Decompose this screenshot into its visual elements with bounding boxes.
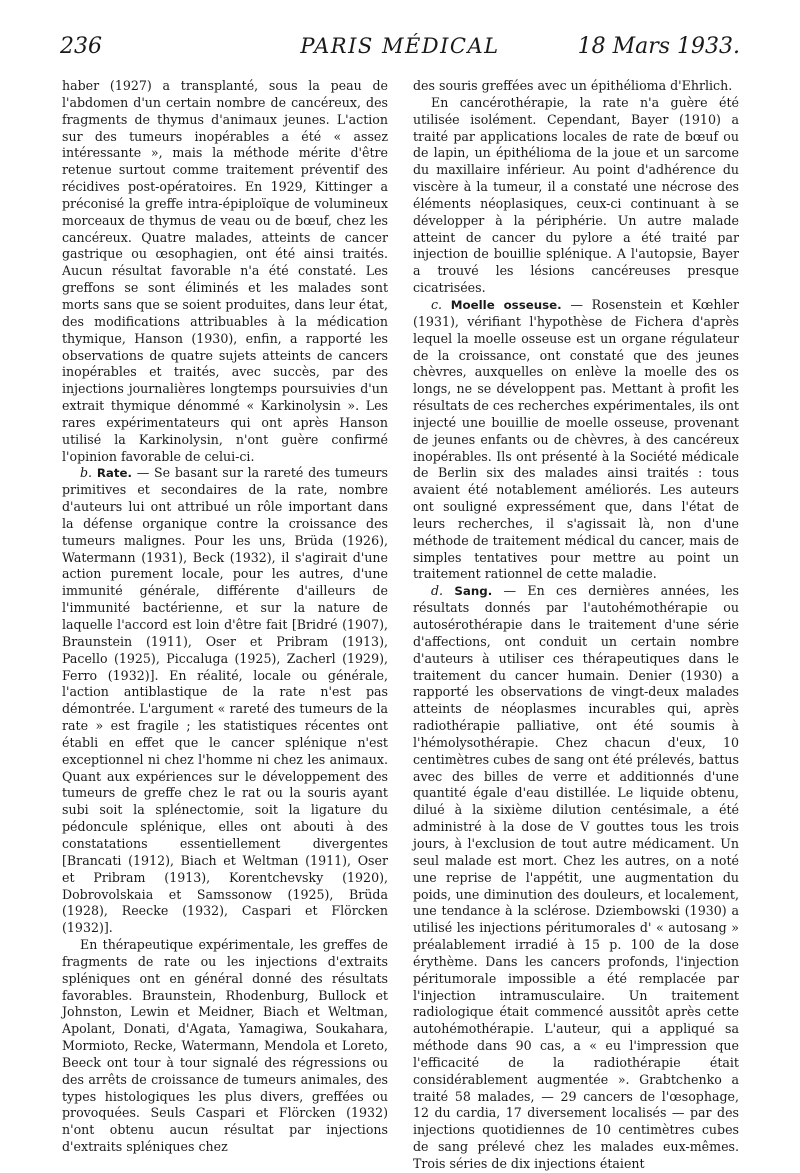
paragraph-rate bbox=[62, 465, 388, 937]
section-letter-d: d. bbox=[431, 583, 444, 599]
paragraph-ehrlich-continued: des souris greffées avec un épithélioma d'Ehrlich. bbox=[413, 78, 733, 93]
paragraph-moelle-osseuse bbox=[413, 297, 739, 583]
right-column bbox=[413, 78, 739, 1171]
paragraph-thymus-continued: haber (1927) a transplanté, sous la peau de l'abdomen d'un certain nombre de cancéreux, des fragments de thymus d'animaux jeunes. L'action sur des tumeurs inopérables a été « assez intéressante », mais la méthode mérite d'être retenue surtout comme traitement préventif des récidives post-opératoires. En 1929, Kittinger a préconisé la greffe intra-épiploïque de volumineux morceaux de thymus de veau ou de bœuf, chez les cancéreux. Quatre malades, atteints de cancer gastrique ou œsophagien, ont été ainsi traités. Aucun résultat favorable n'a été constaté. Les greffons se sont éliminés et les malades sont morts sans que se soient produites, dans leur état, des modifications attribuables à la médication thymique, Hanson (1930), enfin, a rapporté les observations de quatre sujets atteints de cancers inopérables et traités, avec succès, par des injections journalières longtemps poursuivies d'un extrait thymique dénommé « Karkinolysin ». Les rares expérimentateurs qui ont après Hanson utilisé la Karkinolysin, n'ont guère confirmé l'opinion favorable de celui-ci. bbox=[62, 78, 388, 464]
page-header bbox=[60, 32, 740, 68]
section-letter-b: b. bbox=[80, 465, 93, 481]
left-column bbox=[62, 78, 388, 1155]
section-heading-moelle-osseuse: Moelle osseuse. bbox=[450, 297, 562, 312]
issue-date: 18 Mars 1933. bbox=[577, 34, 740, 59]
section-heading-rate: Rate. bbox=[96, 466, 132, 481]
paragraph-therapeutique-experimentale: En thérapeutique expérimentale, les greffes de fragments de rate ou les injections d'extraits spléniques ont en général donné des résultats favorables. Braunstein, Rhodenburg, Bullock et Johnston, Lewin et Meidner, Biach et Weltman, Apolant, Donati, d'Agata, Yamagiwa, Soukahara, Mormioto, Recke, Watermann, Mendola et Loreto, Beeck ont tour à tour signalé des régressions ou des arrêts de croissance de tumeurs animales, des types histologiques les plus divers, greffées ou provoquées. Seuls Caspari et Flörcken (1932) n'ont obtenu aucun résultat par injections d'extraits spléniques chez bbox=[62, 937, 388, 1155]
paragraph-cancerotherapie: En cancérothérapie, la rate n'a guère été utilisée isolément. Cependant, Bayer (1910) a traité par applications locales de rate de bœuf ou de lapin, un épithélioma de la joue et un sarcome du maxillaire inférieur. Au point d'adhérence du viscère à la tumeur, il a constaté une nécrose des éléments néoplasiques, ceux-ci continuant à se développer à la périphérie. Un autre malade atteint de cancer du pylore a été traité par injection de bouillie splénique. A l'autopsie, Bayer a trouvé les lésions cancéreuses presque cicatrisées. bbox=[413, 94, 739, 296]
paragraph-moelle-osseuse-text: — Rosenstein et Kœhler (1931), vérifiant l'hypothèse de Fichera d'après lequel la moelle osseuse est un organe régulateur de la croissance, ont constaté que des jeunes chèvres, auxquelles on enlève la moelle des os longs, ne se développent pas. Mettant à profit les résultats de ces recherches expérimentales, ils ont injecté une bouillie de moelle osseuse, provenant de jeunes enfants ou de chèvres, à des cancéreux inopérables. Ils ont présenté à la Société médicale de Berlin six des malades ainsi traités : tous avaient été notablement améliorés. Les auteurs ont souligné expressément que, dans l'état de leurs recherches, il s'agissait là, non d'une méthode de traitement médical du cancer, mais de simples tentatives pour mettre au point un traitement rationnel de cette maladie. bbox=[413, 296, 739, 582]
paragraph-sang bbox=[413, 583, 739, 1173]
paragraph-rate-text: — Se basant sur la rareté des tumeurs primitives et secondaires de la rate, nombre d'auteurs lui ont attribué un rôle important dans la défense organique contre la croissance des tumeurs malignes. Pour les uns, Brüda (1926), Watermann (1931), Beck (1932), il s'agirait d'une action purement locale, pour les autres, d'une immunité générale, différente d'ailleurs de l'immunité bactérienne, et sur la nature de laquelle l'accord est loin d'être fait [Bridré (1907), Braunstein (1911), Oser et Pribram (1913), Pacello (1925), Piccaluga (1925), Zacherl (1929), Ferro (1932)]. En réalité, locale ou générale, l'action antiblastique de la rate n'est pas démontrée. L'argument « rareté des tumeurs de la rate » est fragile ; les statistiques récentes ont établi en effet que le cancer splénique n'est exceptionnel ni chez l'homme ni chez les animaux. Quant aux expériences sur le développement des tumeurs de greffe chez le rat ou la souris ayant subi soit la splénectomie, soit la ligature du pédoncule splénique, elles ont abouti à des constatations essentiellement divergentes [Brancati (1912), Biach et Weltman (1911), Oser et Pribram (1913), Korentchevsky (1920), Dobrovolskaia et Samssonow (1925), Brüda (1928), Reecke (1932), Caspari et Flörcken (1932)]. bbox=[62, 465, 388, 936]
section-letter-c: c. bbox=[431, 296, 443, 312]
paragraph-sang-text: — En ces dernières années, les résultats donnés par l'autohémothérapie ou autosérothérapie dans le traitement d'une série d'affections, ont conduit un certain nombre d'auteurs à utiliser ces thérapeutiques dans le traitement du cancer humain. Denier (1930) a rapporté les observations de vingt-deux malades atteints de néoplasmes incurables qui, après radiothérapie palliative, ont été soumis à l'hémolysothérapie. Chez chacun d'eux, 10 centimètres cubes de sang ont été prélevés, battus avec des billes de verre et additionnés d'une quantité égale d'eau distillée. Le liquide obtenu, dilué à la sixième dilution centésimale, a été administré à la dose de V gouttes tous les trois jours, à l'exclusion de tout autre médicament. Un seul malade est mort. Chez les autres, on a noté une reprise de l'appétit, une augmentation du poids, une diminution des douleurs, et localement, une tendance à la sclérose. Dziembowski (1930) a utilisé les injections péritumorales d' « autosang » préalablement irradié à 15 p. 100 de la dose érythème. Dans les cancers profonds, l'injection péritumorale impossible a été remplacée par l'injection intramusculaire. Un traitement radiologique était commencé aussitôt après cette autohémothérapie. L'auteur, qui a appliqué sa méthode dans 90 cas, a « eu l'impression que l'efficacité de la radiothérapie était considérablement augmentée ». Grabtchenko a traité 58 malades, — 29 cancers de l'œsophage, 12 du cardia, 17 diversement localisés — par des injections quotidiennes de 10 centimètres cubes de sang prélevé chez les malades eux-mêmes. Trois séries de dix injections étaient bbox=[413, 583, 739, 1171]
journal-title: PARIS MÉDICAL bbox=[300, 34, 500, 58]
section-heading-sang: Sang. bbox=[454, 584, 493, 599]
page-number: 236 bbox=[60, 34, 102, 59]
